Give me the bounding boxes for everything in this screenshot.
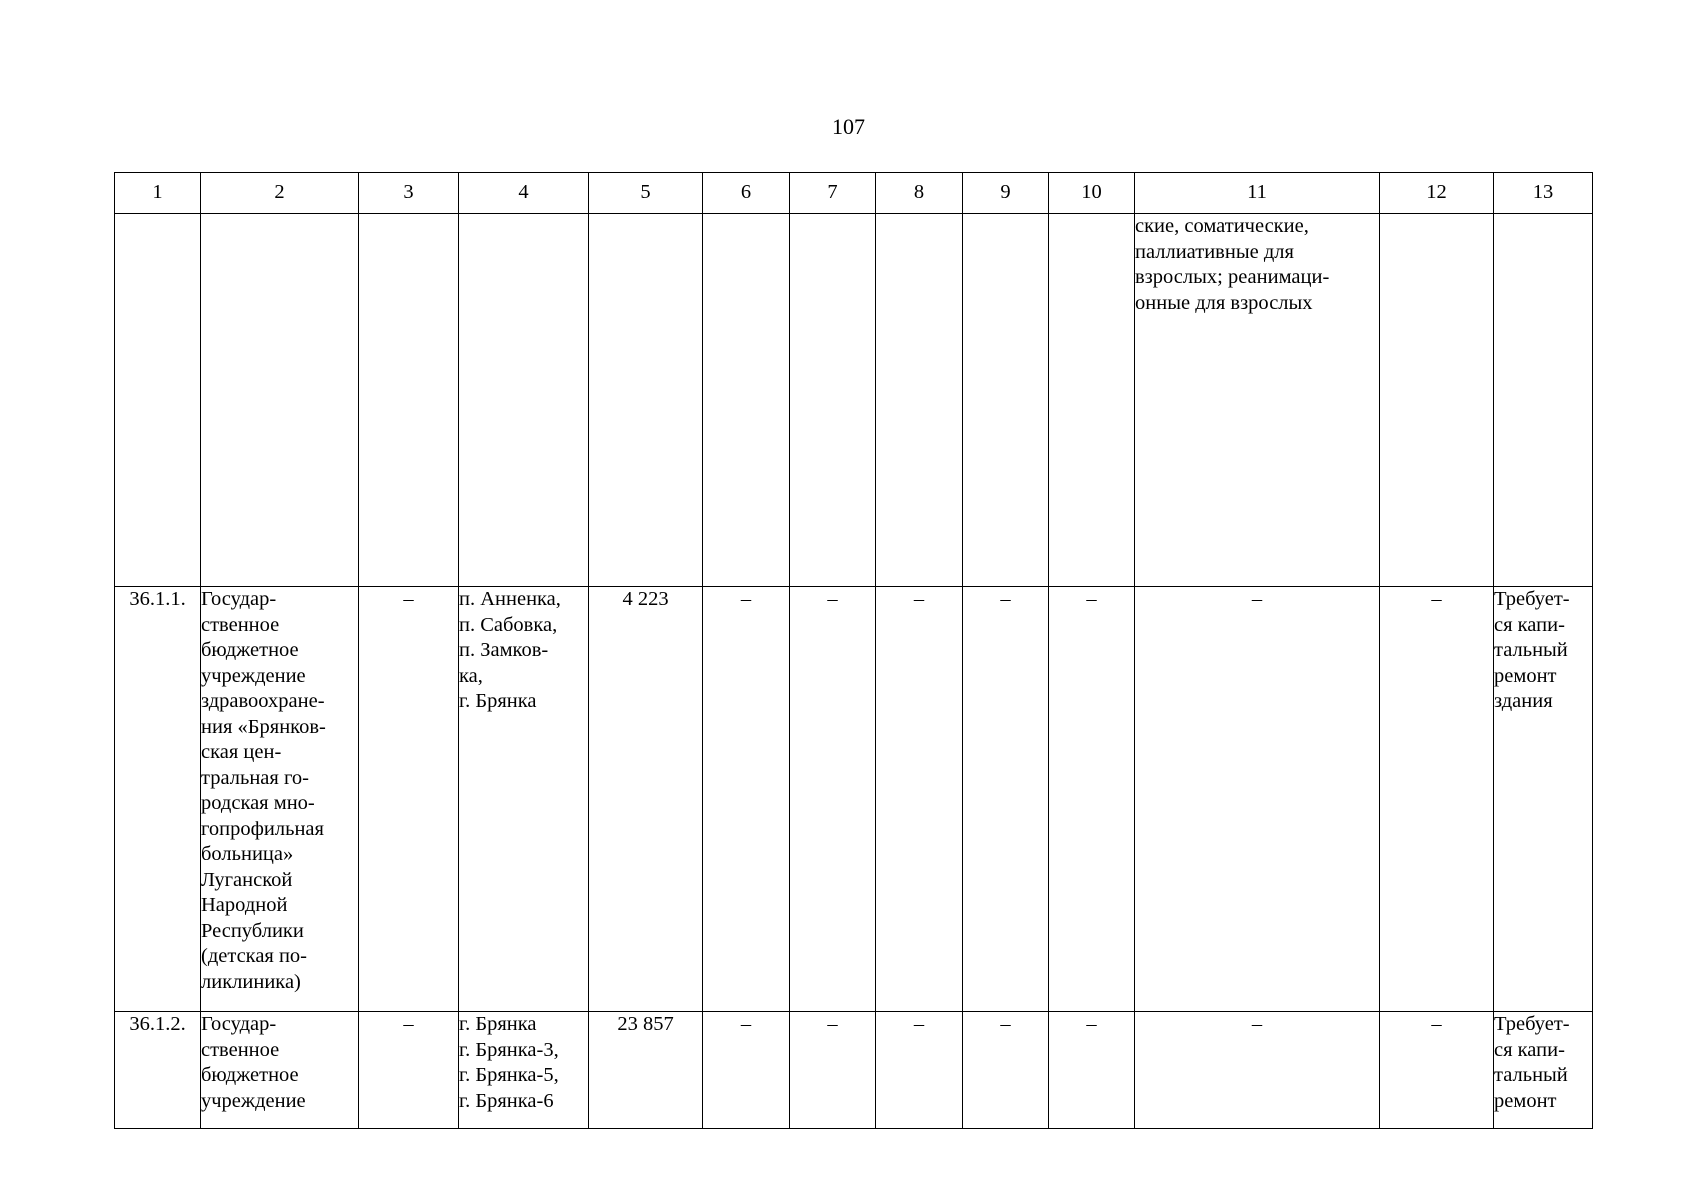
row-number: 36.1.1. <box>129 588 186 610</box>
table-cell <box>963 1012 1049 1129</box>
institution-name-cell <box>201 1012 359 1129</box>
table-cell <box>963 587 1049 1012</box>
cell-value: – <box>1251 588 1263 610</box>
cell-value: – <box>1431 1013 1442 1035</box>
note-text: Требует- ся капи- тальный ремонт <box>1494 1013 1570 1112</box>
bed-profile-text: ские, соматические, паллиативные для взрослых; реанимаци- онные для взрослых <box>1135 215 1330 314</box>
table-cell <box>876 214 963 587</box>
note-text: Требует- ся капи- тальный ремонт здания <box>1494 588 1570 712</box>
table-cell <box>1135 1012 1380 1129</box>
table-row-continuation <box>115 214 1593 587</box>
cell-value: – <box>740 588 752 610</box>
table-cell <box>115 214 201 587</box>
column-number-header-row <box>115 173 1593 214</box>
table-cell <box>201 214 359 587</box>
table-cell <box>1049 1012 1135 1129</box>
cell-value: – <box>1086 1013 1097 1035</box>
table-cell <box>459 214 589 587</box>
table-cell <box>963 214 1049 587</box>
note-cell <box>1494 1012 1593 1129</box>
cell-value: – <box>827 1013 838 1035</box>
table-cell <box>359 214 459 587</box>
page-number: 107 <box>832 114 865 139</box>
table-cell <box>1135 587 1380 1012</box>
data-table <box>114 172 1593 1129</box>
header-cell: 4 <box>459 173 589 214</box>
cell-value: – <box>827 588 838 610</box>
table-cell <box>1380 587 1494 1012</box>
institution-name: Государ- ственное бюджетное учреждение <box>201 1013 306 1112</box>
header-cell: 11 <box>1135 173 1380 214</box>
note-cell <box>1494 587 1593 1012</box>
institution-name-cell <box>201 587 359 1012</box>
service-area-cell <box>459 587 589 1012</box>
cell-value: – <box>1251 1013 1263 1035</box>
service-area: п. Анненка, п. Сабовка, п. Замков- ка, г. Брянка <box>459 588 561 712</box>
table-row <box>115 587 1593 1012</box>
header-cell: 6 <box>703 173 790 214</box>
table-cell <box>790 1012 876 1129</box>
header-cell: 10 <box>1049 173 1135 214</box>
row-number-cell <box>115 587 201 1012</box>
service-area-cell <box>459 1012 589 1129</box>
table-cell <box>359 587 459 1012</box>
population-cell <box>589 587 703 1012</box>
header-cell: 9 <box>963 173 1049 214</box>
row-number-cell <box>115 1012 201 1129</box>
table-cell <box>703 1012 790 1129</box>
header-cell: 12 <box>1380 173 1494 214</box>
header-cell: 8 <box>876 173 963 214</box>
cell-value: – <box>1000 1013 1011 1035</box>
cell-value: – <box>403 588 414 610</box>
header-cell: 3 <box>359 173 459 214</box>
table-cell <box>1049 587 1135 1012</box>
header-cell: 13 <box>1494 173 1593 214</box>
cell-value: – <box>1431 588 1442 610</box>
population-value: 4 223 <box>622 588 669 610</box>
bed-profile-cell <box>1135 214 1380 587</box>
table-cell <box>790 214 876 587</box>
table-cell <box>1494 214 1593 587</box>
header-cell: 1 <box>115 173 201 214</box>
header-cell: 5 <box>589 173 703 214</box>
cell-value: – <box>913 588 925 610</box>
table-cell <box>359 1012 459 1129</box>
header-cell: 7 <box>790 173 876 214</box>
table-cell <box>1380 214 1494 587</box>
table-cell <box>790 587 876 1012</box>
row-number: 36.1.2. <box>129 1013 186 1035</box>
table-cell <box>876 1012 963 1129</box>
table-cell <box>876 587 963 1012</box>
table-cell <box>1049 214 1135 587</box>
cell-value: – <box>913 1013 925 1035</box>
institution-name: Государ- ственное бюджетное учреждение здравоохране- ния «Брянков- ская цен- тральная го- родская мно- гопрофильная больница» Луганской Народной Республики (детская по- ликлиника) <box>201 588 326 993</box>
table-cell <box>1380 1012 1494 1129</box>
cell-value: – <box>403 1013 414 1035</box>
cell-value: – <box>1000 588 1011 610</box>
population-value: 23 857 <box>617 1013 674 1035</box>
population-cell <box>589 1012 703 1129</box>
table-cell <box>703 214 790 587</box>
cell-value: – <box>740 1013 752 1035</box>
service-area: г. Брянка г. Брянка-3, г. Брянка-5, г. Брянка-6 <box>459 1013 559 1112</box>
table-cell <box>589 214 703 587</box>
table-row <box>115 1012 1593 1129</box>
table-cell <box>703 587 790 1012</box>
header-cell: 2 <box>201 173 359 214</box>
cell-value: – <box>1086 588 1097 610</box>
